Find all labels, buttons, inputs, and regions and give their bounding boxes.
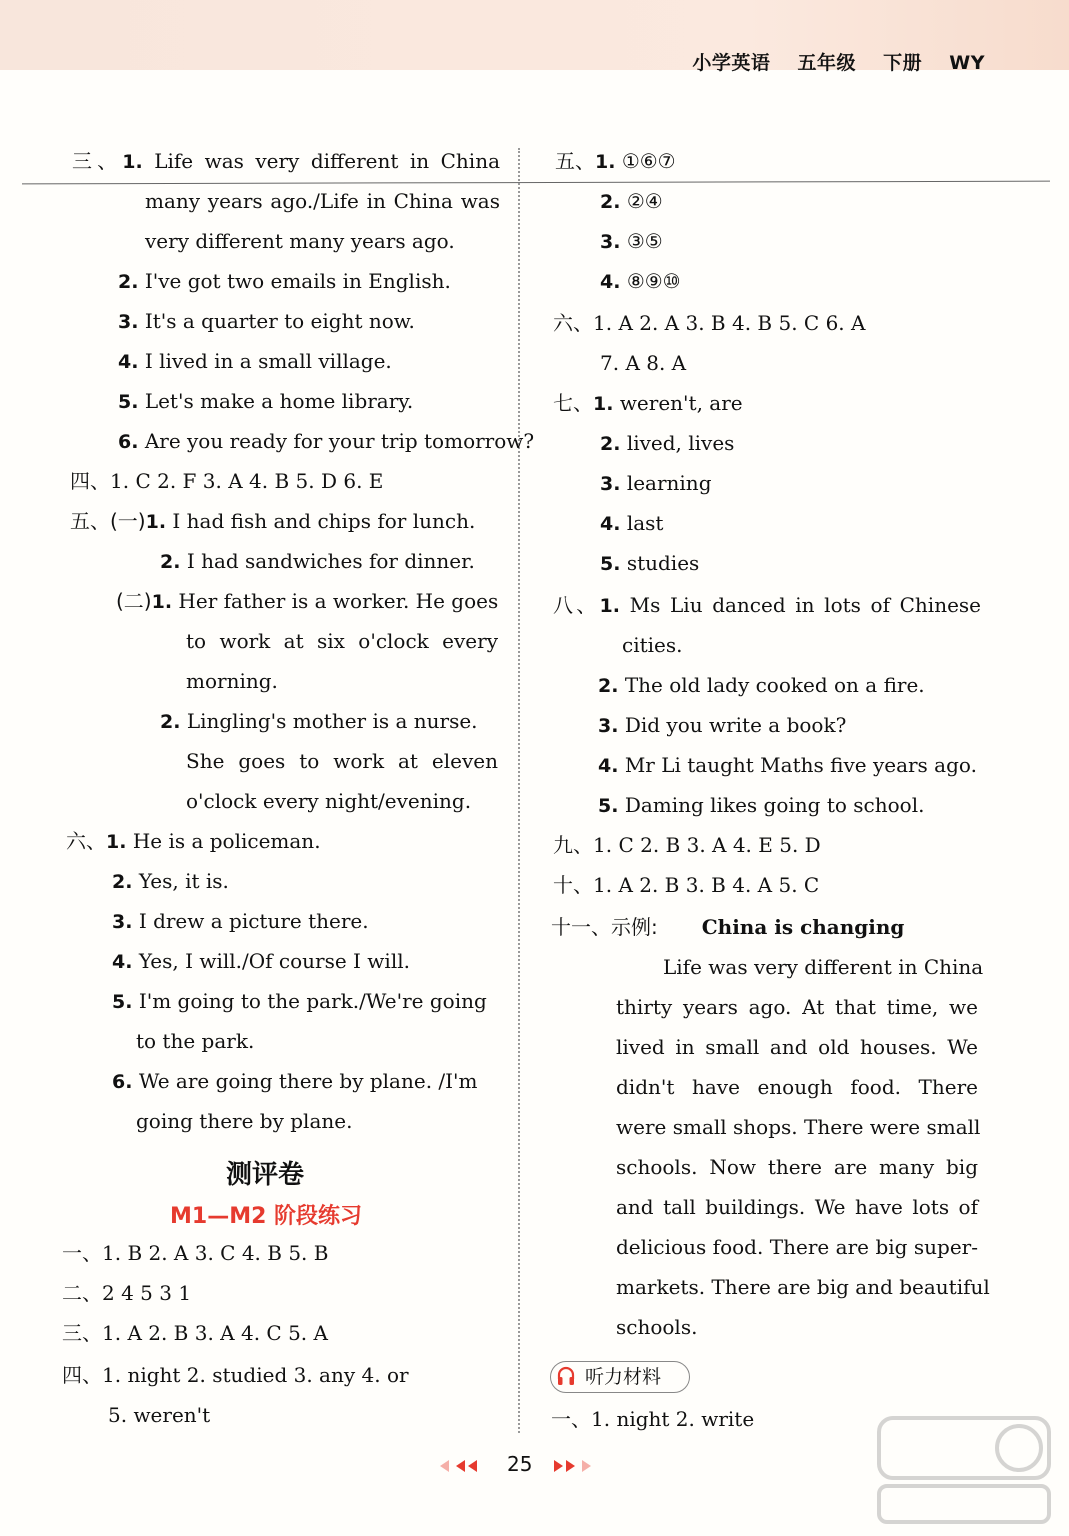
- answer-line: [112, 1068, 478, 1095]
- answer-line: [622, 632, 683, 658]
- answer-line: [600, 550, 699, 577]
- answer-text: 1. C 2. B 3. A 4. E 5. D: [593, 833, 821, 857]
- item-number: 2.: [598, 675, 619, 697]
- answer-text: very different many years ago.: [145, 229, 455, 253]
- answer-text: Her father is a worker. He goes: [178, 589, 499, 613]
- answer-line: [600, 470, 712, 497]
- answer-text: 1. A 2. A 3. B 4. B 5. C 6. A: [593, 311, 866, 335]
- answer-text: Ms Liu danced in lots of Chinese: [629, 593, 982, 617]
- answer-line: [118, 428, 534, 455]
- item-number: 5.: [598, 795, 619, 817]
- item-number: 2.: [160, 551, 181, 573]
- answer-text: ①⑥⑦: [621, 149, 676, 173]
- answer-text: Did you write a book?: [624, 713, 847, 737]
- answer-line: [112, 948, 410, 975]
- answer-line: [600, 430, 734, 457]
- answer-text: delicious food. There are big super-: [616, 1235, 978, 1259]
- item-number: 4.: [112, 951, 133, 973]
- answer-text: 1. A 2. B 3. B 4. A 5. C: [593, 873, 820, 897]
- item-number: 1.: [593, 393, 614, 415]
- answer-line: [616, 1034, 978, 1060]
- answer-text: to the park.: [136, 1029, 255, 1053]
- item-number: 5.: [112, 991, 133, 1013]
- headphones-icon: [557, 1365, 575, 1387]
- answer-line: [112, 868, 229, 895]
- answer-text: Lingling's mother is a nurse.: [186, 709, 478, 733]
- section-marker: 九、: [553, 833, 593, 857]
- item-number: 2.: [118, 271, 139, 293]
- prev-arrow-icon: [456, 1460, 465, 1472]
- sub-marker: (一): [110, 509, 146, 533]
- item-number: 2.: [600, 433, 621, 455]
- section-marker: 三、: [62, 1321, 102, 1345]
- answer-line: [112, 908, 369, 935]
- item-number: 4.: [118, 351, 139, 373]
- answer-text: Are you ready for your trip tomorrow?: [144, 429, 535, 453]
- answer-line: [598, 672, 925, 699]
- item-number: 6.: [118, 431, 139, 453]
- item-number: 6.: [112, 1071, 133, 1093]
- section-title: 测评卷: [226, 1160, 305, 1190]
- section-marker: 二、: [62, 1281, 102, 1305]
- header-subject: 小学英语: [692, 52, 771, 74]
- section-marker: 五、: [555, 149, 595, 173]
- answer-text: going there by plane.: [136, 1109, 353, 1133]
- answer-line: [108, 1402, 210, 1428]
- answer-text: 7. A 8. A: [600, 351, 687, 375]
- answer-line: [186, 628, 498, 654]
- item-number: 3.: [600, 231, 621, 253]
- section-marker: 一、: [62, 1241, 102, 1265]
- answer-line: [600, 510, 663, 537]
- answer-line: [62, 1280, 191, 1306]
- section-marker: 十、: [553, 873, 593, 897]
- item-number: 5.: [118, 391, 139, 413]
- answer-line: [186, 668, 278, 694]
- item-number: 4.: [600, 513, 621, 535]
- section-marker: 六、: [553, 311, 593, 335]
- header-term: 下册: [883, 52, 923, 74]
- answer-line: [136, 1108, 352, 1134]
- item-number: 1.: [145, 511, 167, 533]
- page-number: 25: [507, 1452, 533, 1476]
- answer-text: o'clock every night/evening.: [186, 789, 472, 813]
- answer-line: [663, 954, 983, 980]
- answer-line: [145, 188, 500, 214]
- answer-line: [616, 994, 978, 1020]
- answer-text: Life was very different in China: [154, 149, 501, 173]
- answer-text: studies: [626, 551, 700, 575]
- answer-line: [553, 310, 865, 336]
- answer-line: [112, 988, 487, 1015]
- answer-text: many years ago./Life in China was: [145, 189, 500, 213]
- next-arrow-icon: [566, 1460, 575, 1472]
- answer-line: [70, 468, 383, 494]
- answer-line: [66, 828, 321, 855]
- answer-line: [551, 1406, 754, 1432]
- answer-text: It's a quarter to eight now.: [144, 309, 415, 333]
- answer-line: [616, 1114, 981, 1140]
- section-marker: 十一、: [551, 915, 611, 939]
- answer-line: [598, 752, 977, 779]
- answer-text: 1. A 2. B 3. A 4. C 5. A: [102, 1321, 328, 1345]
- answer-line: [62, 1320, 328, 1346]
- answer-line: [600, 188, 663, 215]
- answer-text: We are going there by plane. /I'm: [138, 1069, 478, 1093]
- section-marker: 四、: [62, 1363, 102, 1387]
- prev-arrow-icon: [440, 1460, 449, 1472]
- answer-line: [62, 1240, 328, 1266]
- next-arrow-icon: [554, 1460, 563, 1472]
- answer-text: 1. night 2. studied 3. any 4. or: [102, 1363, 409, 1387]
- answer-text: I drew a picture there.: [138, 909, 369, 933]
- item-number: 1.: [151, 591, 173, 613]
- next-arrow-icon: [582, 1460, 591, 1472]
- essay-title: China is changing: [701, 915, 905, 939]
- answer-text: Daming likes going to school.: [624, 793, 925, 817]
- answer-text: ⑧⑨⑩: [626, 269, 681, 293]
- item-number: 2.: [160, 711, 181, 733]
- answer-text: 1. C 2. F 3. A 4. B 5. D 6. E: [110, 469, 384, 493]
- answer-line: [553, 592, 981, 619]
- answer-text: last: [626, 511, 664, 535]
- answer-line: [616, 1234, 978, 1260]
- answer-text: weren't, are: [619, 391, 743, 415]
- item-number: 5.: [600, 553, 621, 575]
- answer-line: [145, 228, 455, 254]
- page-header: [672, 48, 985, 75]
- column-divider: [518, 148, 520, 1433]
- answer-text: thirty years ago. At that time, we: [616, 995, 978, 1019]
- answer-line: [136, 1028, 254, 1054]
- sub-marker: 示例:: [611, 915, 658, 939]
- answer-text: He is a policeman.: [132, 829, 321, 853]
- answer-text: 1. B 2. A 3. C 4. B 5. B: [102, 1241, 329, 1265]
- answer-line: [600, 268, 681, 295]
- answer-text: and tall buildings. We have lots of: [616, 1195, 978, 1219]
- item-number: 4.: [598, 755, 619, 777]
- watermark-logo: [869, 1410, 1059, 1530]
- answer-line: [598, 712, 846, 739]
- item-number: 2.: [112, 871, 133, 893]
- header-edition: WY: [949, 52, 985, 74]
- answer-text: learning: [626, 471, 712, 495]
- answer-text: ③⑤: [626, 229, 663, 253]
- answer-line: [553, 390, 743, 417]
- answer-line: [616, 1154, 978, 1180]
- answer-line: [72, 148, 500, 175]
- answer-text: cities.: [622, 633, 683, 657]
- answer-line: [116, 588, 499, 615]
- answer-text: Mr Li taught Maths five years ago.: [624, 753, 977, 777]
- item-number: 3.: [600, 473, 621, 495]
- answer-line: [553, 832, 821, 858]
- answer-line: [118, 348, 392, 375]
- answer-line: [616, 1314, 697, 1340]
- item-number: 3.: [598, 715, 619, 737]
- answer-text: 5. weren't: [108, 1403, 211, 1427]
- item-number: 3.: [118, 311, 139, 333]
- answer-text: markets. There are big and beautiful: [616, 1275, 990, 1299]
- answer-text: lived, lives: [626, 431, 735, 455]
- answer-text: lived in small and old houses. We: [616, 1035, 978, 1059]
- section-marker: 一、: [551, 1407, 591, 1431]
- item-number: 1.: [122, 151, 143, 173]
- answer-line: [160, 548, 475, 575]
- answer-text: 2 4 5 3 1: [102, 1281, 192, 1305]
- item-number: 3.: [112, 911, 133, 933]
- answer-line: [118, 388, 413, 415]
- answer-text: I had fish and chips for lunch.: [172, 509, 476, 533]
- section-marker: 六、: [66, 829, 106, 853]
- answer-line: [62, 1362, 409, 1388]
- answer-text: I've got two emails in English.: [144, 269, 451, 293]
- answer-line: [186, 788, 471, 814]
- answer-line: [616, 1074, 978, 1100]
- section-subtitle: M1—M2 阶段练习: [170, 1204, 363, 1229]
- section-marker: 五、: [70, 509, 110, 533]
- listening-material-tag: [550, 1361, 690, 1393]
- answer-line: [186, 748, 498, 774]
- answer-text: Let's make a home library.: [144, 389, 414, 413]
- answer-line: [616, 1194, 978, 1220]
- answer-line: [551, 914, 904, 940]
- answer-line: [160, 708, 478, 735]
- answer-text: I lived in a small village.: [144, 349, 392, 373]
- item-number: 1.: [106, 831, 127, 853]
- section-marker: 八、: [553, 593, 600, 617]
- answer-line: [553, 872, 819, 898]
- listening-label: 听力材料: [585, 1366, 662, 1388]
- page-footer: [432, 1450, 602, 1480]
- answer-line: [118, 308, 415, 335]
- header-grade: 五年级: [797, 52, 857, 74]
- answer-text: morning.: [186, 669, 278, 693]
- section-marker: 四、: [70, 469, 110, 493]
- answer-text: schools. Now there are many big: [616, 1155, 978, 1179]
- horizontal-rule: [22, 181, 1050, 185]
- sub-marker: (二): [116, 589, 152, 613]
- answer-text: were small shops. There were small: [616, 1115, 981, 1139]
- answer-text: Life was very different in China: [663, 955, 984, 979]
- answer-text: Yes, it is.: [138, 869, 229, 893]
- answer-text: schools.: [616, 1315, 698, 1339]
- section-marker: 三、: [72, 149, 123, 173]
- prev-arrow-icon: [468, 1460, 477, 1472]
- answer-line: [70, 508, 475, 535]
- answer-text: to work at six o'clock every: [186, 629, 498, 653]
- answer-text: I had sandwiches for dinner.: [186, 549, 475, 573]
- item-number: 1.: [595, 151, 616, 173]
- item-number: 2.: [600, 191, 621, 213]
- item-number: 4.: [600, 271, 621, 293]
- answer-line: [118, 268, 451, 295]
- answer-text: 1. night 2. write: [591, 1407, 755, 1431]
- answer-line: [616, 1274, 990, 1300]
- answer-line: [600, 350, 686, 376]
- answer-line: [600, 228, 663, 255]
- answer-text: The old lady cooked on a fire.: [624, 673, 925, 697]
- answer-line: [598, 792, 924, 819]
- answer-text: Yes, I will./Of course I will.: [138, 949, 410, 973]
- answer-line: [555, 148, 676, 175]
- answer-text: didn't have enough food. There: [616, 1075, 978, 1099]
- answer-text: ②④: [626, 189, 663, 213]
- item-number: 1.: [599, 595, 620, 617]
- answer-text: I'm going to the park./We're going: [138, 989, 487, 1013]
- answer-text: She goes to work at eleven: [186, 749, 498, 773]
- section-marker: 七、: [553, 391, 593, 415]
